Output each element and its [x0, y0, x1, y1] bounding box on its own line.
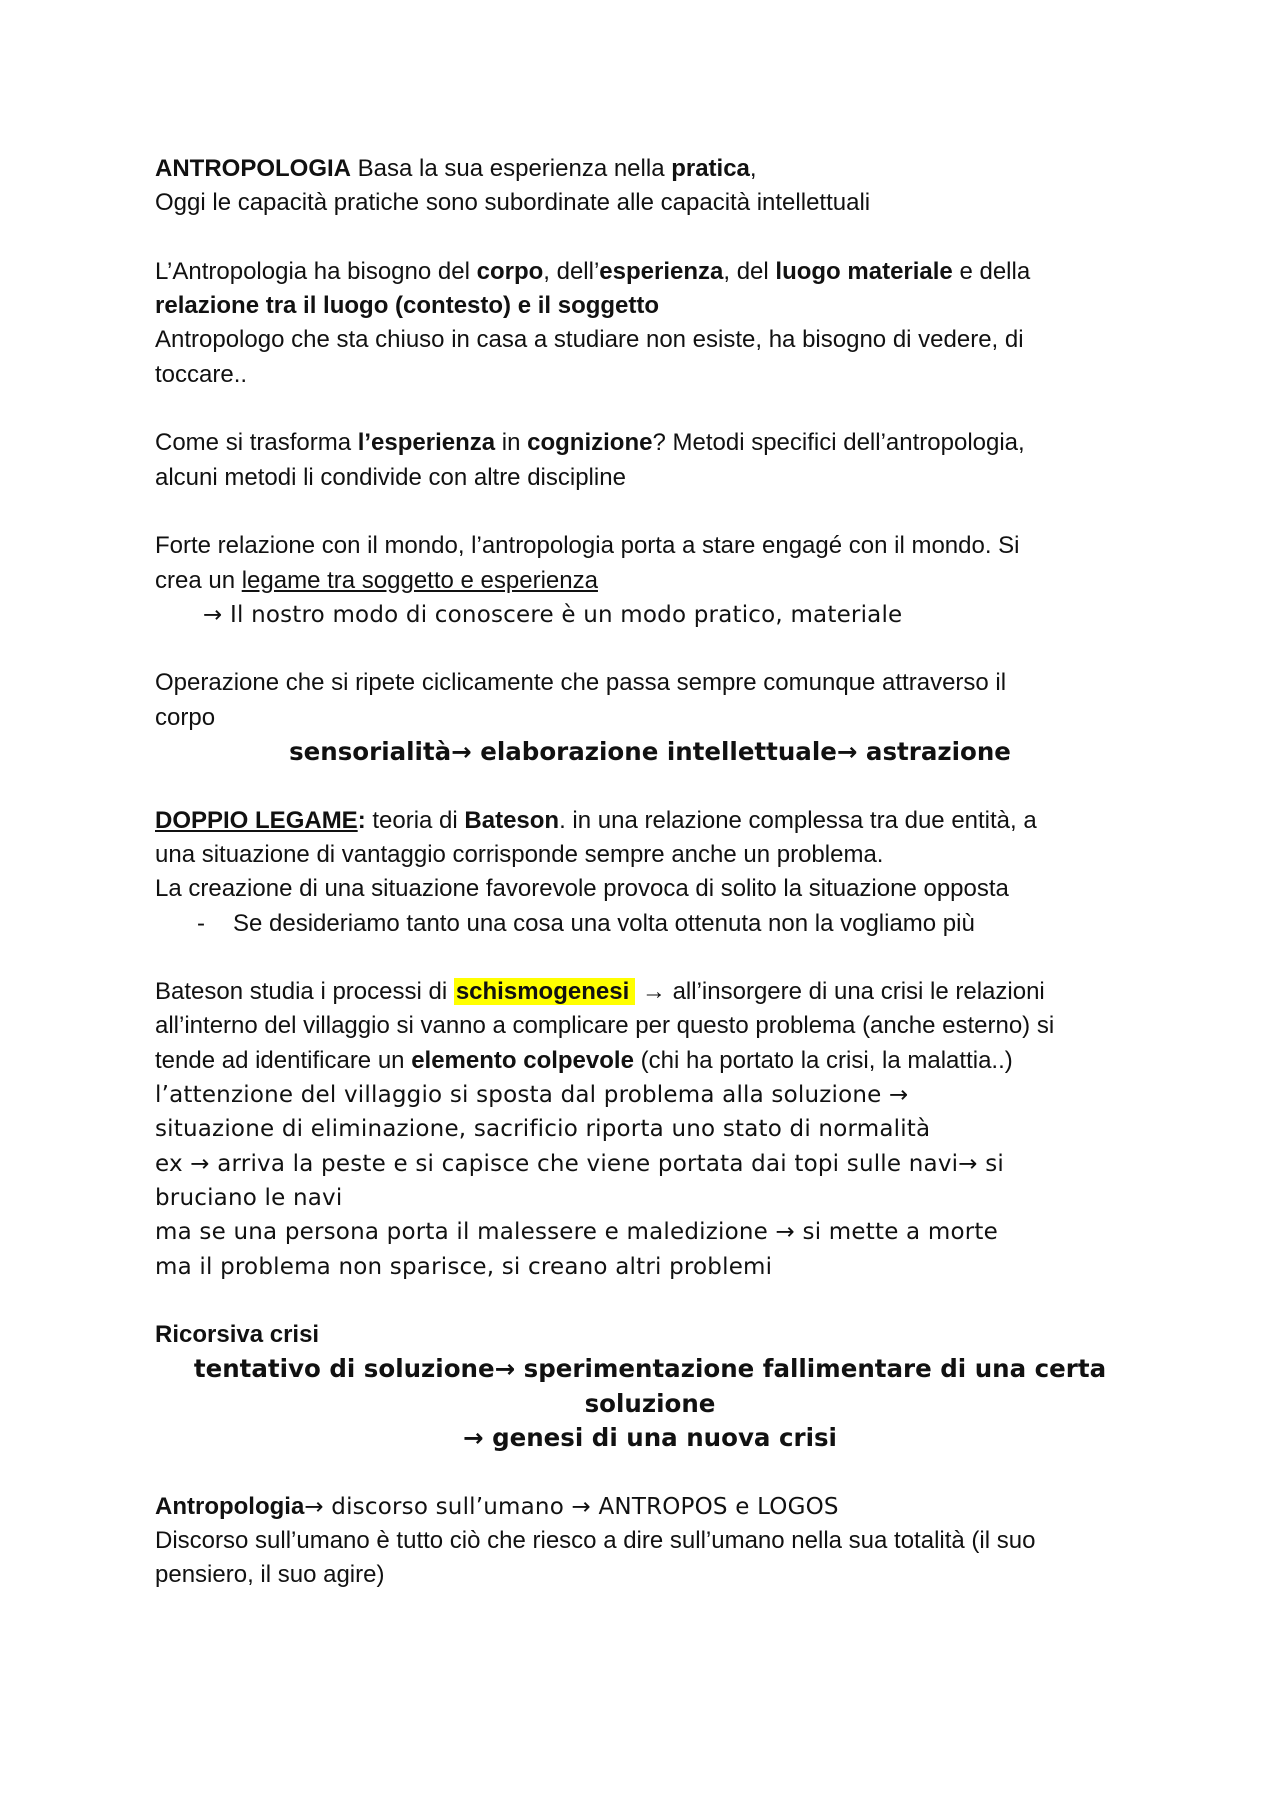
term-elemento-colpevole: elemento colpevole [411, 1046, 634, 1074]
term-bateson: Bateson [464, 806, 560, 834]
doppio-legame-heading: DOPPIO LEGAME [155, 806, 358, 834]
p6-line-1 [155, 804, 1145, 838]
paragraph-gap [155, 221, 1145, 255]
intro-line-1 [155, 152, 1145, 186]
text-run: all’insorgere di una crisi le relazioni [665, 978, 1045, 1006]
text-run: . in una relazione complessa tra due entità, a [559, 806, 1037, 834]
term-antropologia: ANTROPOLOGIA [155, 155, 351, 182]
crisis-chain-line-3: → genesi di una nuova crisi [463, 1422, 837, 1452]
paragraph-gap [155, 769, 1145, 803]
text-run: tende ad identificare un [155, 1046, 412, 1074]
p9-line-2: Discorso sull’umano è tutto ciò che riesco a dire sull’umano nella sua totalità (il suo [155, 1526, 1036, 1554]
text-run: , [749, 155, 757, 182]
p7-line-8: ma se una persona porta il malessere e maledizione → si mette a morte [155, 1219, 998, 1246]
text-run: → discorso sull’umano → ANTROPOS e LOGOS [304, 1493, 839, 1520]
paragraph-gap [155, 632, 1145, 666]
text-run: Bateson studia i processi di [155, 978, 454, 1006]
ricorsiva-crisi-title [155, 1318, 1145, 1352]
term-antropologia: Antropologia [155, 1492, 305, 1520]
text-run: Basa la sua esperienza nella [351, 155, 672, 182]
p7-line-3 [155, 1044, 1145, 1078]
term-relazione: relazione tra il luogo (contesto) e il soggetto [155, 292, 660, 320]
p4-line-3: → Il nostro modo di conoscere è un modo pratico, materiale [203, 601, 903, 628]
term-luogo-materiale: luogo materiale [775, 257, 953, 285]
arrow-glyph: → [635, 978, 666, 1006]
paragraph-gap [155, 1455, 1145, 1489]
text-run: (chi ha portato la crisi, la malattia..) [633, 1046, 1013, 1074]
p5-line-1: Operazione che si ripete ciclicamente che passa sempre comunque attraverso il [155, 669, 1007, 697]
process-chain: sensorialità→ elaborazione intellettuale→ astrazione [289, 737, 1011, 767]
p4-line-2 [155, 564, 1145, 598]
term-pratica: pratica [671, 155, 750, 182]
crisis-chain-line-1: tentativo di soluzione→ sperimentazione fallimentare di una certa [193, 1354, 1107, 1384]
text-run: in [495, 429, 528, 457]
term-esperienza: esperienza [599, 257, 724, 285]
p2-line-2 [155, 289, 1145, 323]
p2-line-3: Antropologo che sta chiuso in casa a studiare non esiste, ha bisogno di vedere, di [155, 326, 1024, 354]
p5-line-2: corpo [155, 703, 216, 731]
p7-line-1 [155, 975, 1145, 1009]
intro-line-2: Oggi le capacità pratiche sono subordinate alle capacità intellettuali [155, 189, 871, 217]
p7-line-7: bruciano le navi [155, 1184, 343, 1211]
text-run: Come si trasforma [155, 429, 358, 457]
bullet-item [155, 907, 1145, 941]
paragraph-gap [155, 1284, 1145, 1318]
p2-line-1 [155, 255, 1145, 289]
term-cognizione: cognizione [527, 429, 653, 457]
p3-line-1 [155, 426, 1145, 460]
bullet-text: Se desideriamo tanto una cosa una volta ottenuta non la vogliamo più [233, 909, 975, 937]
bullet-dash: - [197, 909, 205, 937]
text-run: crea un [155, 566, 242, 594]
text-run: teoria di [365, 806, 465, 834]
p9-line-3: pensiero, il suo agire) [155, 1561, 385, 1589]
document-body [155, 152, 1145, 1592]
term-corpo: corpo [476, 257, 544, 285]
p7-line-6: ex → arriva la peste e si capisce che viene portata dai topi sulle navi→ si [155, 1150, 1004, 1177]
term-doppio-legame [155, 807, 366, 834]
p2-line-4: toccare.. [155, 360, 248, 388]
p4-line-1: Forte relazione con il mondo, l’antropologia porta a stare engagé con il mondo. Si [155, 532, 1020, 560]
text-run: e della [952, 257, 1031, 285]
text-run: ? Metodi specifici dell’antropologia, [652, 429, 1025, 457]
text-run: , del [723, 257, 776, 285]
text-run: L’Antropologia ha bisogno del [155, 257, 477, 285]
p6-line-2: una situazione di vantaggio corrisponde sempre anche un problema. [155, 840, 884, 868]
highlight-schismogenesi: schismogenesi [454, 978, 635, 1005]
paragraph-gap [155, 495, 1145, 529]
crisis-chain-line-2: soluzione [584, 1388, 716, 1418]
term-esperienza: l’esperienza [357, 429, 496, 457]
p3-line-2: alcuni metodi li condivide con altre discipline [155, 463, 626, 491]
p7-line-9: ma il problema non sparisce, si creano altri problemi [155, 1253, 773, 1280]
paragraph-gap [155, 941, 1145, 975]
p6-line-3: La creazione di una situazione favorevole provoca di solito la situazione opposta [155, 875, 1009, 903]
p7-line-5: situazione di eliminazione, sacrificio riporta uno stato di normalità [155, 1116, 931, 1143]
text-run: : [357, 806, 366, 834]
p7-line-2: all’interno del villaggio si vanno a complicare per questo problema (anche esterno) si [155, 1012, 1055, 1040]
p9-line-1 [155, 1490, 1145, 1524]
underlined-phrase: legame tra soggetto e esperienza [241, 566, 598, 594]
p7-line-4: l’attenzione del villaggio si sposta dal problema alla soluzione → [155, 1082, 909, 1109]
paragraph-gap [155, 392, 1145, 426]
text-run: , dell’ [543, 257, 600, 285]
term-ricorsiva-crisi: Ricorsiva crisi [155, 1321, 320, 1349]
